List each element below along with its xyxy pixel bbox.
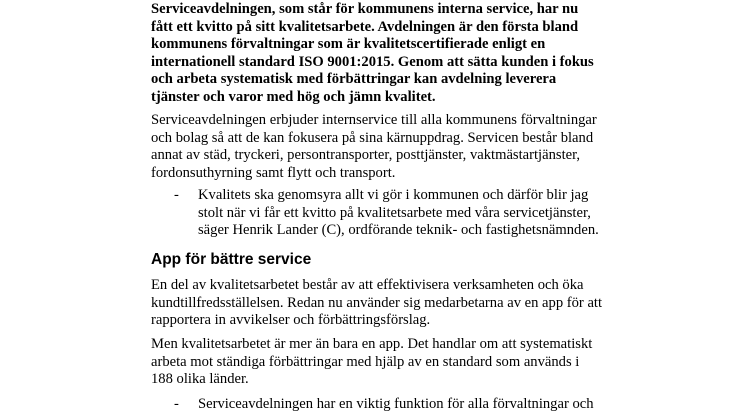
intro-line: Serviceavdelningen, som står för kommunens interna service, har nu — [151, 1, 579, 17]
paragraph-line: kundtillfredsställelsen. Redan nu använder sig medarbetarna av en app för att — [151, 294, 603, 311]
paragraph-line: 188 olika länder. — [151, 371, 249, 387]
body-paragraph-services — [151, 112, 631, 182]
intro-line: och arbeta systematisk med förbättringar kan avdelning leverera — [151, 71, 557, 87]
section-heading: App för bättre service — [151, 251, 312, 268]
intro-paragraph — [151, 1, 631, 106]
quote-line: säger Henrik Lander (C), ordförande teknik- och fastighetsnämnden. — [198, 222, 599, 238]
paragraph-line: rapportera in avvikelser och förbättringsförslag. — [151, 312, 431, 328]
paragraph-line: Men kvalitetsarbetet är mer än bara en app. Det handlar om att systematiskt — [151, 336, 593, 352]
dash-marker: - — [174, 396, 179, 412]
intro-line: internationell standard ISO 9001:2015. Genom att sätta kunden i fokus — [151, 53, 594, 70]
intro-line: fått ett kvitto på sitt kvalitetsarbete. Avdelningen är den första bland — [151, 18, 579, 35]
quote-line: stolt när vi får ett kvitto på kvalitetsarbete med våra servicetjänster, — [198, 204, 591, 221]
paragraph-line: arbeta mot ständiga förbättringar med hjälp av en standard som används i — [151, 353, 580, 370]
intro-line: kommunens förvaltningar som är kvalitetscertifierade enligt en — [151, 36, 546, 52]
paragraph-line: En del av kvalitetsarbetet består av att effektivisera verksamheten och öka — [151, 277, 584, 293]
paragraph-line: fordonsuthyrning samt flytt och transport. — [151, 164, 396, 181]
quote-line: Serviceavdelningen har en viktig funktion för alla förvaltningar och — [198, 396, 594, 412]
body-paragraph-standard — [151, 336, 631, 389]
paragraph-line: och bolag så att de kan fokusera på sina kärnuppdrag. Servicen består bland — [151, 129, 594, 146]
body-paragraph-app — [151, 277, 631, 330]
dash-marker: - — [174, 187, 179, 203]
paragraph-line: annat av städ, tryckeri, persontransporter, posttjänster, vaktmästartjänster, — [151, 147, 581, 163]
paragraph-line: Serviceavdelningen erbjuder internservice till alla kommunens förvaltningar — [151, 112, 597, 128]
quote-line: Kvalitets ska genomsyra allt vi gör i kommunen och därför blir jag — [198, 187, 589, 203]
intro-line: tjänster och varor med hög och jämn kvalitet. — [151, 88, 436, 105]
